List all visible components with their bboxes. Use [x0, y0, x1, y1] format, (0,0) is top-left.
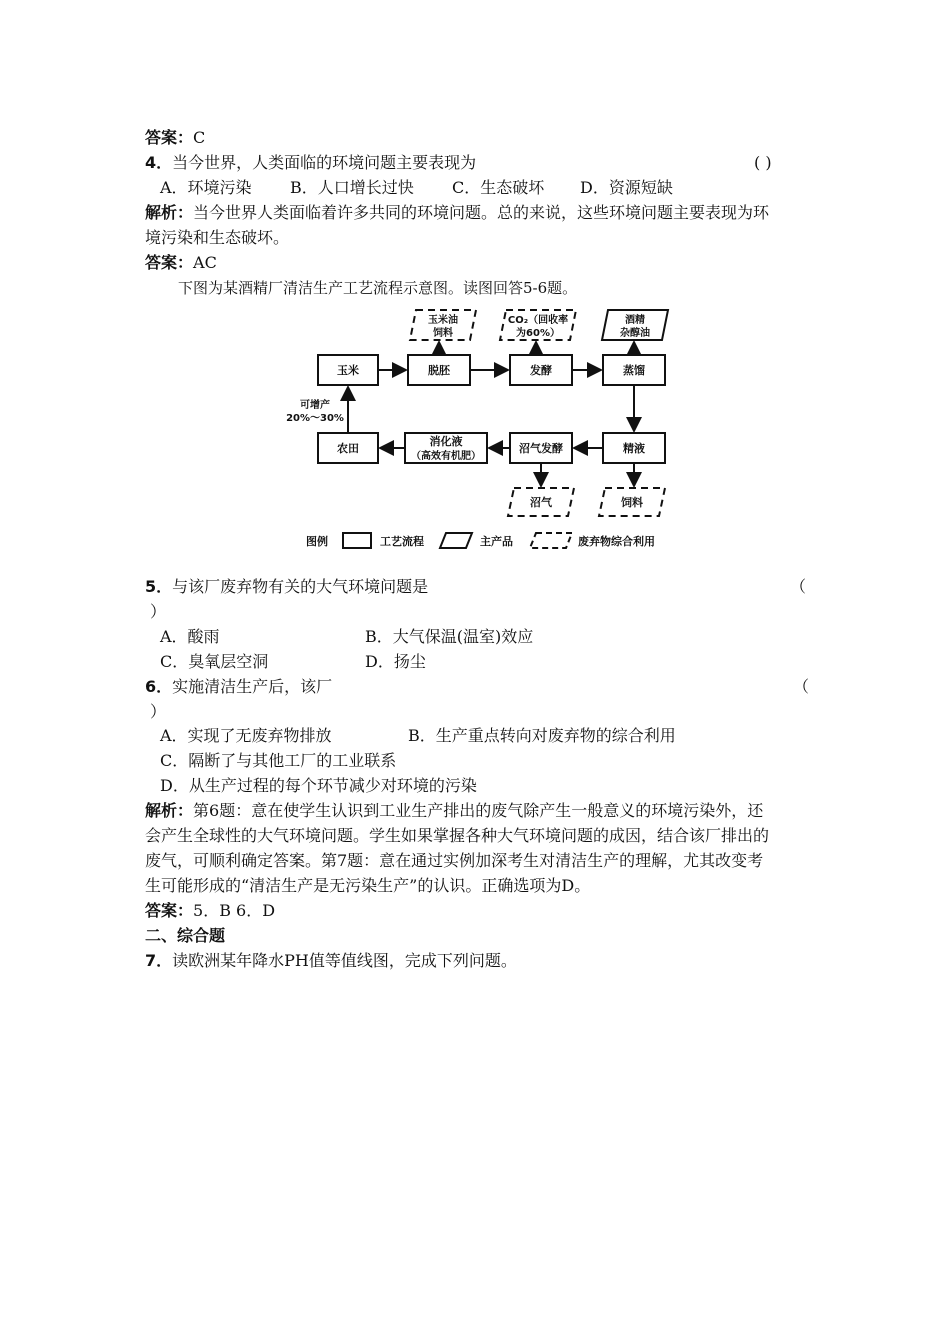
node-fine-liquid: 精液: [623, 442, 645, 455]
analysis-label: 解析：: [145, 203, 194, 222]
q56-analysis: [145, 799, 763, 823]
waste-oil-line2: 饲料: [433, 328, 453, 339]
question-text: 实施清洁生产后，该厂: [172, 677, 333, 696]
question-number: 5．: [145, 577, 173, 596]
node-degerm: 脱胚: [428, 364, 450, 377]
q6-option-b: B．生产重点转向对废弃物的综合利用: [408, 726, 676, 745]
answer-blank: ( ): [754, 153, 772, 172]
node-biogas-ferment: 沼气发酵: [519, 442, 563, 455]
question-text: 当今世界，人类面临的环境问题主要表现为: [172, 153, 477, 172]
q56-answer: [145, 899, 275, 923]
q4-option-c: C．生态破坏: [452, 178, 545, 197]
question-number: 4．: [145, 153, 173, 172]
q4-option-d: D．资源短缺: [580, 178, 673, 197]
node-digest-line2: （高效有机肥）: [411, 451, 481, 462]
q5-option-b: B．大气保温(温室)效应: [365, 627, 534, 646]
answer-label: 答案：: [145, 901, 194, 920]
q5-option-c: C．臭氧层空洞: [160, 652, 269, 671]
waste-feed: 饲料: [621, 496, 643, 509]
node-corn: 玉米: [337, 364, 359, 377]
legend-product-shape: [440, 533, 472, 548]
q4-option-b: B．人口增长过快: [290, 178, 414, 197]
legend-process: 工艺流程: [380, 535, 424, 548]
q5-paren-open: （: [790, 577, 807, 596]
legend-waste-shape: [530, 533, 572, 548]
q7-stem: [145, 949, 517, 973]
q56-analysis-line4: 生可能形成的“清洁生产是无污染生产”的认识。正确选项为D。: [145, 876, 591, 895]
q4-option-a: A．环境污染: [160, 178, 252, 197]
waste-biogas: 沼气: [530, 496, 552, 509]
q4-analysis-cont: 境污染和生态破坏。: [145, 228, 290, 247]
q6-paren-open: （: [793, 677, 810, 696]
analysis-text: 第6题：意在使学生认识到工业生产排出的废气除产生一般意义的环境污染外，还: [193, 801, 764, 820]
legend-main-product: 主产品: [480, 535, 513, 548]
legend-process-box: [343, 533, 371, 548]
answer-label: 答案：: [145, 253, 194, 272]
product-line1: 酒精: [625, 315, 645, 326]
q6-paren-close: ）: [150, 702, 167, 721]
q5-stem: [145, 575, 428, 599]
q56-analysis-line2: 会产生全球性的大气环境问题。学生如果掌握各种大气环境问题的成因，结合该厂排出的: [145, 826, 770, 845]
q5-option-d: D．扬尘: [365, 652, 426, 671]
q6-stem: [145, 675, 332, 699]
figure-intro: 下图为某酒精厂清洁生产工艺流程示意图。读图回答5-6题。: [178, 279, 578, 297]
waste-co2-line1: CO₂（回收率: [507, 315, 569, 326]
q5-paren-close: ）: [150, 602, 167, 621]
node-ferment: 发酵: [530, 364, 552, 377]
q6-option-c: C．隔断了与其他工厂的工业联系: [160, 751, 397, 770]
analysis-label: 解析：: [145, 801, 194, 820]
answer-value: 5．B 6．D: [193, 901, 276, 920]
legend-title: 图例: [306, 535, 328, 548]
answer-label: 答案：: [145, 128, 194, 147]
question-number: 6．: [145, 677, 173, 696]
waste-oil-line1: 玉米油: [428, 315, 458, 326]
q56-analysis-line3: 废气，可顺利确定答案。第7题：意在通过实例加深考生对清洁生产的理解，尤其改变考: [145, 851, 764, 870]
answer-value: AC: [193, 253, 217, 272]
yield-line1: 可增产: [300, 400, 330, 411]
question-number: 7．: [145, 951, 173, 970]
q6-option-d: D．从生产过程的每个环节减少对环境的污染: [160, 776, 477, 795]
product-line2: 杂醇油: [620, 328, 650, 339]
analysis-text: 当今世界人类面临着许多共同的环境问题。总的来说，这些环境问题主要表现为环: [193, 203, 770, 222]
node-digest-line1: 消化液: [429, 435, 463, 448]
question-text: 与该厂废弃物有关的大气环境问题是: [172, 577, 429, 596]
q6-option-a: A．实现了无废弃物排放: [160, 726, 332, 745]
node-distill: 蒸馏: [623, 364, 645, 377]
yield-line2: 20%～30%: [286, 413, 344, 424]
question-text: 读欧洲某年降水PH值等值线图，完成下列问题。: [172, 951, 517, 970]
section-heading: 二、综合题: [145, 926, 226, 945]
answer-value: C: [193, 128, 206, 147]
q5-option-a: A．酸雨: [160, 627, 220, 646]
waste-co2-line2: 为60%）: [516, 328, 560, 339]
legend-waste-use: 废弃物综合利用: [578, 535, 655, 548]
node-farm: 农田: [337, 442, 359, 455]
